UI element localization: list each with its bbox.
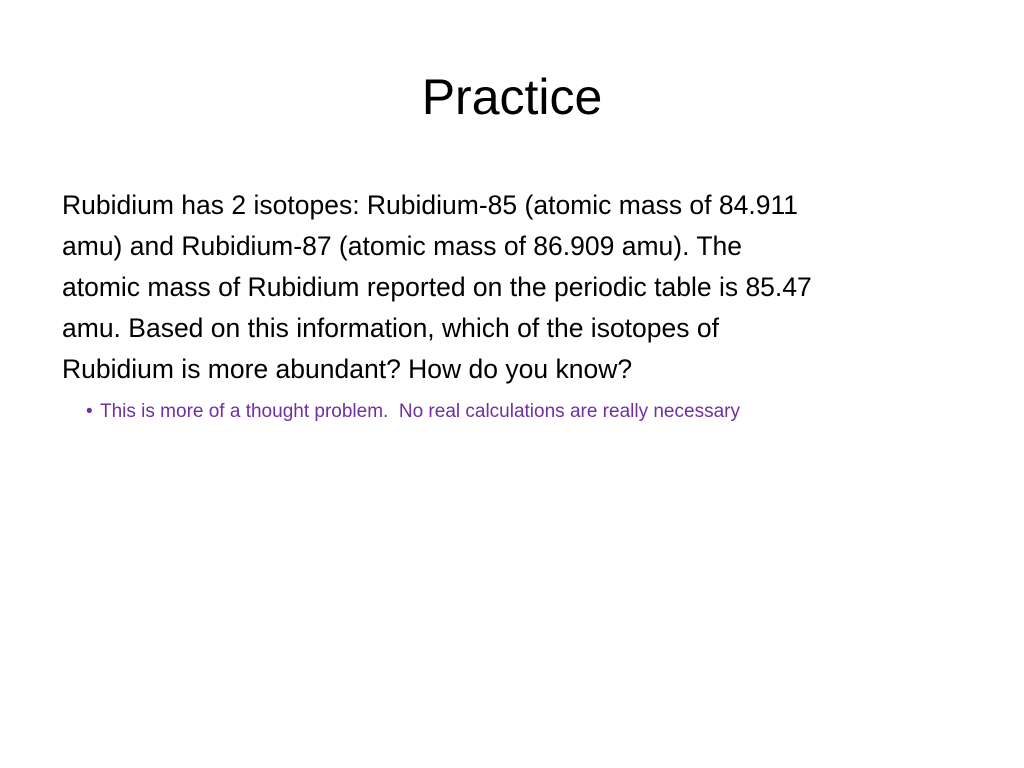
bullet-text: This is more of a thought problem. No real calculations are really necessary: [100, 401, 740, 422]
question-text: Rubidium has 2 isotopes: Rubidium-85 (atomic mass of 84.911 amu) and Rubidium-87 (atomic mass of 86.909 amu). The atomic mass of Rubidium reported on the periodic table is 85.47 amu. Based on this information, which of the isotopes of Rubidium is more abundant? How do you know?: [62, 190, 812, 384]
bullet-item: [86, 398, 966, 426]
bullet-marker: •: [86, 401, 93, 422]
slide-title: Practice: [421, 69, 603, 125]
